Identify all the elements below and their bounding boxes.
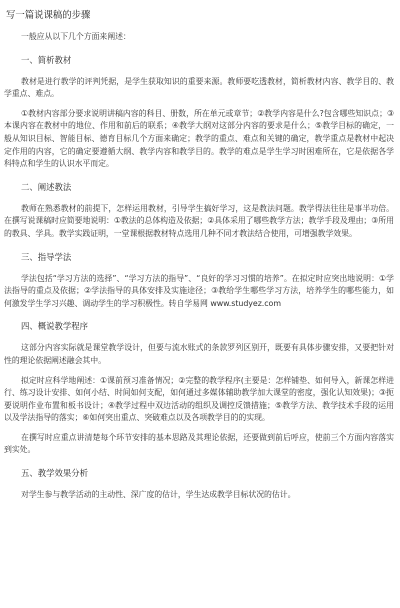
section-paragraph: 教材是进行教学的评判凭据，是学生获取知识的重要来源。教师要吃透教材，简析教材内容、教学目的、教学重点、难点。 [4, 76, 394, 99]
section-heading-learning-method: 三、指导学法 [21, 251, 72, 262]
section-heading-textbook: 一、简析教材 [21, 54, 72, 65]
document-title: 写一篇说课稿的步骤 [6, 10, 91, 21]
section-paragraph: 拟定时应科学地阐述：①课前预习准备情况；②完整的教学程序(主要是：怎样铺垫、如何导入，新课怎样进行、练习设计安排、如何小结、时间如何支配，如何通过多媒体辅助教学加大课堂的密度，强化认知效果)；③扼要说明作业布置和板书设计；④教学过程中双边活动的组织及调控反馈措施；⑤教学方法、教学技术手段的运用以及学法指导的落实；⑥如何突出重点、突破难点以及各项教学目的的实现。 [4, 375, 394, 423]
section-heading-procedure: 四、概说教学程序 [21, 321, 88, 332]
section-heading-effect-analysis: 五、教学效果分析 [21, 468, 88, 479]
section-paragraph: 这部分内容实际就是课堂教学设计，但要与流水账式的条款罗列区别开，既要有具体步骤安排，又要把针对性的理论依据阐述融会其中。 [4, 343, 394, 365]
section-paragraph: 学法包括“学习方法的选择”、“学习方法的指导”、“良好的学习习惯的培养”。在拟定时应突出地说明：①学法指导的重点及依据；②学法指导的具体安排及实施途径；③教给学生哪些学习方法，培养学生的哪些能力，如何激发学生学习兴趣、调动学生的学习积极性。转自学易网 www.studyez.com [4, 273, 394, 308]
intro-paragraph: 一般应从以下几个方面来阐述： [21, 32, 131, 41]
section-paragraph: ①教材内容部分要求说明讲稿内容的科目、册数，所在单元或章节；②教学内容是什么?包含哪些知识点；③本课内容在教材中的地位、作用和前后的联系；④教学大纲对这部分内容的要求是什么；⑤教学目标的确定，一般从知识目标、智能目标、德育目标几个方面来确定；教学的重点、难点和关键的确定，教学重点是教材中起决定作用的内容，它的确定要遵循大纲、教学内容和教学目的。教学的难点是学生学习时困难所在，它是依据各学科特点和学生的认识水平而定。 [4, 108, 394, 169]
section-heading-teaching-method: 二、阐述教法 [21, 181, 72, 192]
section-paragraph: 对学生参与教学活动的主动性、深广度的估计，学生达成教学目标状况的估计。 [21, 490, 296, 500]
section-paragraph: 在撰写时应重点讲清楚每个环节安排的基本思路及其理论依据，还要做到前后呼应，使前三个方面内容落实到实处。 [4, 432, 394, 455]
section-paragraph: 教师在熟悉教材的前提下，怎样运用教材，引导学生搞好学习，这是教法问题。教学得法往往是事半功倍。在撰写说课稿时应简要地说明：①教法的总体构造及依据；②具体采用了哪些教学方法；教学手段及理由；③所用的教具、学具。教学实践证明，一堂课根据教材特点选用几种不同才教法结合使用，可增强教学效果。 [4, 203, 394, 238]
